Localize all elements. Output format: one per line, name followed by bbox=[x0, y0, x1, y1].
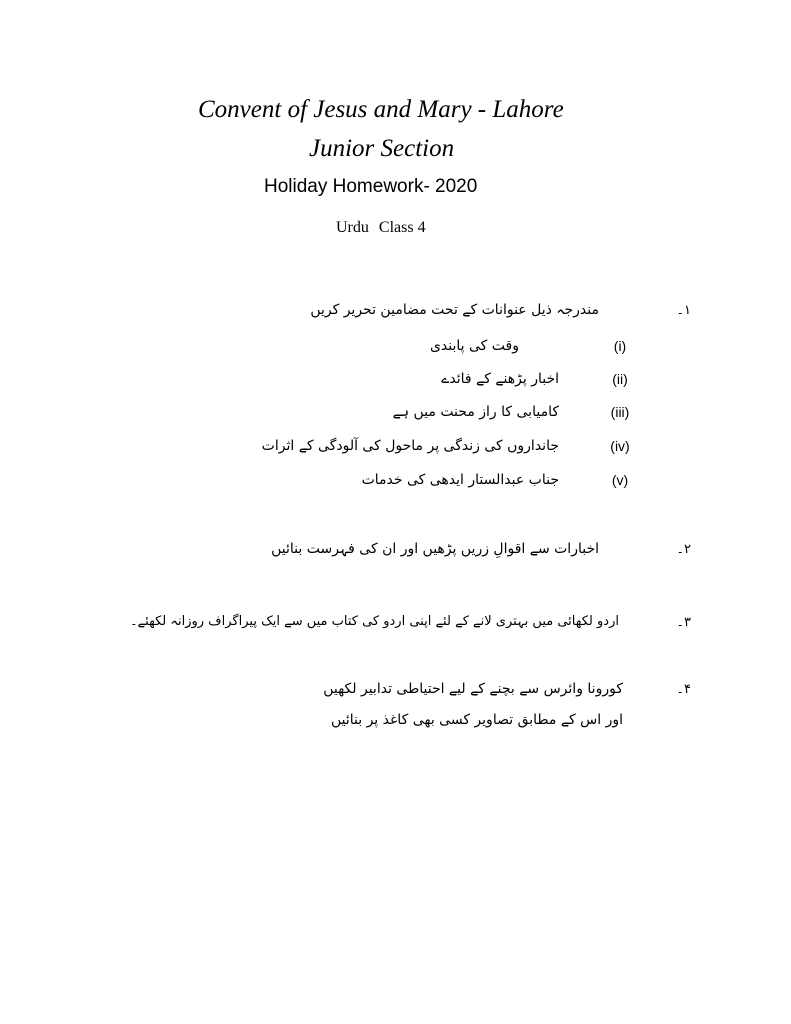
question-1-number: ۱۔ bbox=[676, 303, 691, 318]
question-4-text-line-2: اور اس کے مطابق تصاویر کسی بھی کاغذ پر بنائیں bbox=[330, 712, 623, 728]
school-name: Convent of Jesus and Mary - Lahore bbox=[198, 96, 564, 123]
question-2-text: اخبارات سے اقوالِ زریں پڑھیں اور ان کی فہرست بنائیں bbox=[271, 541, 599, 557]
question-3-number: ۳۔ bbox=[676, 615, 691, 630]
question-4-number: ۴۔ bbox=[676, 682, 691, 697]
topic-2-text: اخبار پڑھنے کے فائدے bbox=[441, 371, 559, 387]
topic-2-marker: (ii) bbox=[612, 371, 628, 387]
topic-4-text: جانداروں کی زندگی پر ماحول کی آلودگی کے اثرات bbox=[261, 438, 559, 454]
question-2-number: ۲۔ bbox=[676, 542, 691, 557]
section-title: Junior Section bbox=[309, 135, 455, 162]
topic-4-marker: (iv) bbox=[610, 438, 630, 454]
topic-5-text: جناب عبدالستار ایدھی کی خدمات bbox=[361, 472, 559, 488]
topic-1-text: وقت کی پابندی bbox=[429, 338, 519, 354]
topic-3-marker: (iii) bbox=[610, 404, 630, 420]
topic-1-marker: (i) bbox=[613, 338, 627, 354]
subject-line bbox=[336, 219, 426, 237]
subject-name: Urdu bbox=[336, 219, 369, 236]
question-3-text: اردو لکھائی میں بہتری لانے کے لئے اپنی اردو کی کتاب میں سے ایک پیراگراف روزانہ لکھئے۔ bbox=[129, 614, 619, 629]
topic-3-text: کامیابی کا راز محنت میں ہے bbox=[392, 404, 559, 420]
class-label: Class 4 bbox=[378, 219, 426, 236]
homework-title: Holiday Homework- 2020 bbox=[264, 176, 478, 197]
topic-5-marker: (v) bbox=[611, 472, 629, 488]
question-1-text: مندرجہ ذیل عنوانات کے تحت مضامین تحریر کریں bbox=[310, 302, 599, 318]
question-4-text-line-1: کورونا وائرس سے بچنے کے لیے احتیاطی تدابیر لکھیں bbox=[323, 681, 623, 697]
